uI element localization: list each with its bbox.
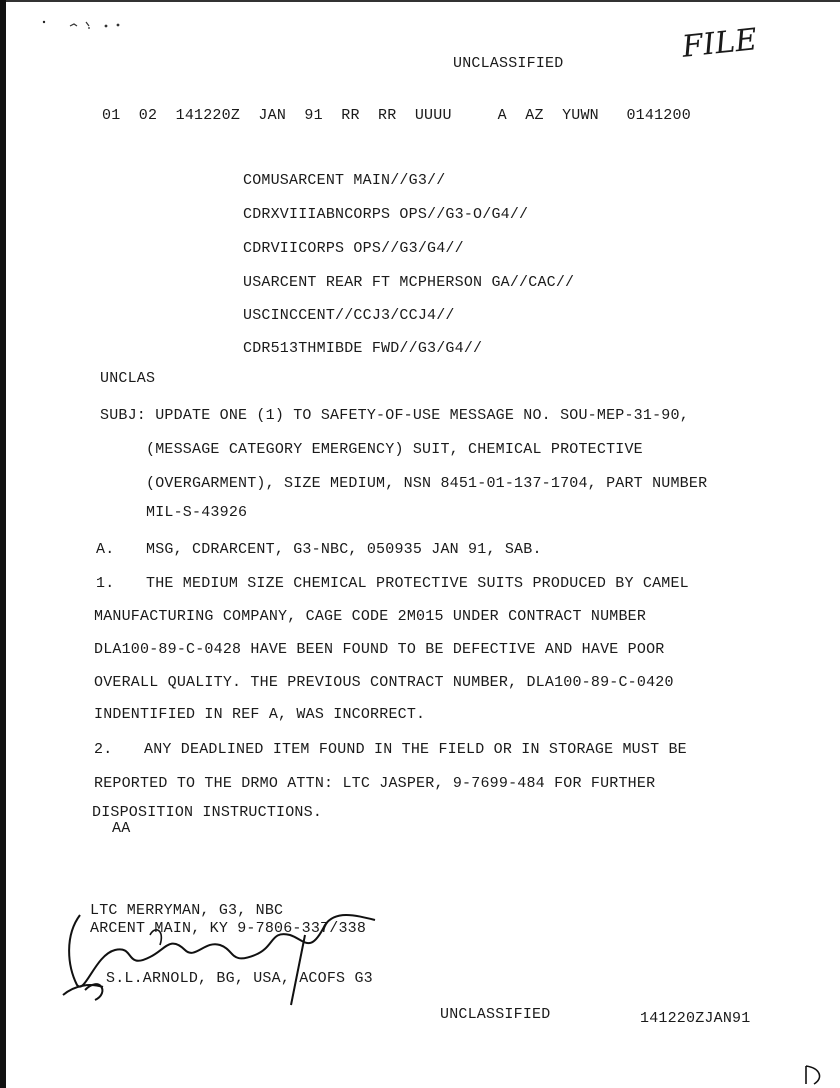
paragraph-line: MANUFACTURING COMPANY, CAGE CODE 2M015 UNDER CONTRACT NUMBER xyxy=(94,608,647,625)
paragraph-line: DLA100-89-C-0428 HAVE BEEN FOUND TO BE DEFECTIVE AND HAVE POOR xyxy=(94,641,665,658)
addressee: CDR513THMIBDE FWD//G3/G4// xyxy=(243,340,483,357)
subject-line: (OVERGARMENT), SIZE MEDIUM, NSN 8451-01-137-1704, PART NUMBER xyxy=(146,475,708,492)
scan-specks xyxy=(40,14,140,34)
addressee: USCINCCENT//CCJ3/CCJ4// xyxy=(243,307,455,324)
paragraph-number: 1. xyxy=(96,575,115,592)
subject-line: MIL-S-43926 xyxy=(146,504,248,521)
scan-top-line xyxy=(6,0,840,2)
message-dtg: 141220ZJAN91 xyxy=(640,1010,751,1027)
addressee: CDRVIICORPS OPS//G3/G4// xyxy=(243,240,464,257)
scan-edge xyxy=(0,0,6,1088)
paragraph-line: REPORTED TO THE DRMO ATTN: LTC JASPER, 9-7699-484 FOR FURTHER xyxy=(94,775,656,792)
subject-line: SUBJ: UPDATE ONE (1) TO SAFETY-OF-USE MESSAGE NO. SOU-MEP-31-90, xyxy=(100,407,689,424)
reference-text: MSG, CDRARCENT, G3-NBC, 050935 JAN 91, SAB. xyxy=(146,541,542,558)
paragraph-line: THE MEDIUM SIZE CHEMICAL PROTECTIVE SUITS PRODUCED BY CAMEL xyxy=(146,575,689,592)
paragraph-number: 2. xyxy=(94,741,113,758)
end-mark: AA xyxy=(112,820,131,837)
paragraph-line: INDENTIFIED IN REF A, WAS INCORRECT. xyxy=(94,706,426,723)
routing-line: 01 02 141220Z JAN 91 RR RR UUUU A AZ YUWN 0141200 xyxy=(102,107,691,124)
paragraph-line: DISPOSITION INSTRUCTIONS. xyxy=(92,804,323,821)
drafter-line: ARCENT MAIN, KY 9-7806-337/338 xyxy=(90,920,367,937)
addressee: CDRXVIIIABNCORPS OPS//G3-O/G4// xyxy=(243,206,529,223)
subject-line: (MESSAGE CATEGORY EMERGENCY) SUIT, CHEMICAL PROTECTIVE xyxy=(146,441,643,458)
addressee: COMUSARCENT MAIN//G3// xyxy=(243,172,446,189)
paragraph-line: OVERALL QUALITY. THE PREVIOUS CONTRACT NUMBER, DLA100-89-C-0420 xyxy=(94,674,674,691)
drafter-line: LTC MERRYMAN, G3, NBC xyxy=(90,902,284,919)
classification-top: UNCLASSIFIED xyxy=(453,55,564,72)
paragraph-line: ANY DEADLINED ITEM FOUND IN THE FIELD OR IN STORAGE MUST BE xyxy=(144,741,687,758)
addressee: USARCENT REAR FT MCPHERSON GA//CAC// xyxy=(243,274,575,291)
unclas-label: UNCLAS xyxy=(100,370,156,387)
signature-scribble xyxy=(55,895,395,1015)
releaser-line: S.L.ARNOLD, BG, USA, ACOFS G3 xyxy=(106,970,373,987)
classification-bottom: UNCLASSIFIED xyxy=(440,1006,551,1023)
reference-label: A. xyxy=(96,541,115,558)
corner-mark xyxy=(800,1062,830,1086)
file-note: FILE xyxy=(680,22,759,65)
